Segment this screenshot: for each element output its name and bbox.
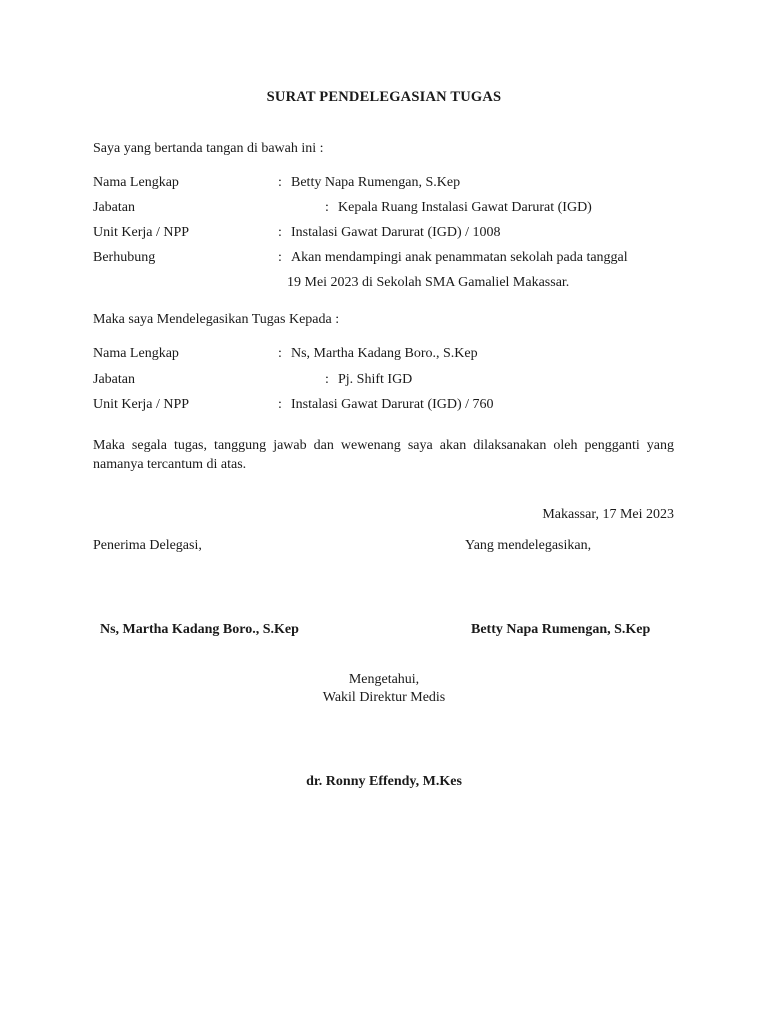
delegator-reason-sep: :: [278, 250, 282, 265]
delegator-unit-label: Unit Kerja / NPP: [93, 225, 190, 240]
delegator-reason-value: Akan mendampingi anak penammatan sekolah pada tanggal: [291, 250, 628, 265]
delegate-intro-line: Maka saya Mendelegasikan Tugas Kepada :: [93, 312, 340, 327]
delegate-position-label: Jabatan: [93, 372, 135, 387]
delegator-position-value: Kepala Ruang Instalasi Gawat Darurat (IGD): [338, 200, 592, 215]
delegator-reason-label: Berhubung: [93, 250, 156, 265]
receiver-signature-name: Ns, Martha Kadang Boro., S.Kep: [100, 622, 299, 637]
delegate-name-label: Nama Lengkap: [93, 346, 179, 361]
delegator-unit-value: Instalasi Gawat Darurat (IGD) / 1008: [291, 225, 501, 240]
delegate-name-value: Ns, Martha Kadang Boro., S.Kep: [291, 346, 478, 361]
delegator-name-label: Nama Lengkap: [93, 175, 179, 190]
delegate-position-sep: :: [325, 372, 329, 387]
delegator-signature-name: Betty Napa Rumengan, S.Kep: [471, 622, 651, 637]
delegator-reason-continuation: 19 Mei 2023 di Sekolah SMA Gamaliel Makassar.: [287, 275, 570, 290]
receiver-role: Penerima Delegasi,: [93, 538, 202, 553]
letter-title: SURAT PENDELEGASIAN TUGAS: [266, 89, 502, 105]
delegate-unit-label: Unit Kerja / NPP: [93, 397, 190, 412]
delegator-unit-sep: :: [278, 225, 282, 240]
delegate-name-sep: :: [278, 346, 282, 361]
delegator-name-sep: :: [278, 175, 282, 190]
delegator-role: Yang mendelegasikan,: [465, 538, 592, 553]
delegate-unit-sep: :: [278, 397, 282, 412]
closing-paragraph: Maka segala tugas, tanggung jawab dan wewenang saya akan dilaksanakan oleh pengganti yang namanya tercantum di atas.: [93, 438, 674, 472]
intro-line: Saya yang bertanda tangan di bawah ini :: [93, 141, 324, 156]
delegate-unit-value: Instalasi Gawat Darurat (IGD) / 760: [291, 397, 494, 412]
place-date: Makassar, 17 Mei 2023: [542, 507, 674, 522]
acknowledger-signature-name: dr. Ronny Effendy, M.Kes: [306, 774, 462, 789]
delegate-position-value: Pj. Shift IGD: [338, 372, 413, 387]
acknowledgement-line-1: Mengetahui,: [348, 672, 420, 687]
delegator-position-sep: :: [325, 200, 329, 215]
acknowledgement-line-2: Wakil Direktur Medis: [322, 690, 446, 705]
delegator-name-value: Betty Napa Rumengan, S.Kep: [291, 175, 461, 190]
delegator-position-label: Jabatan: [93, 200, 135, 215]
